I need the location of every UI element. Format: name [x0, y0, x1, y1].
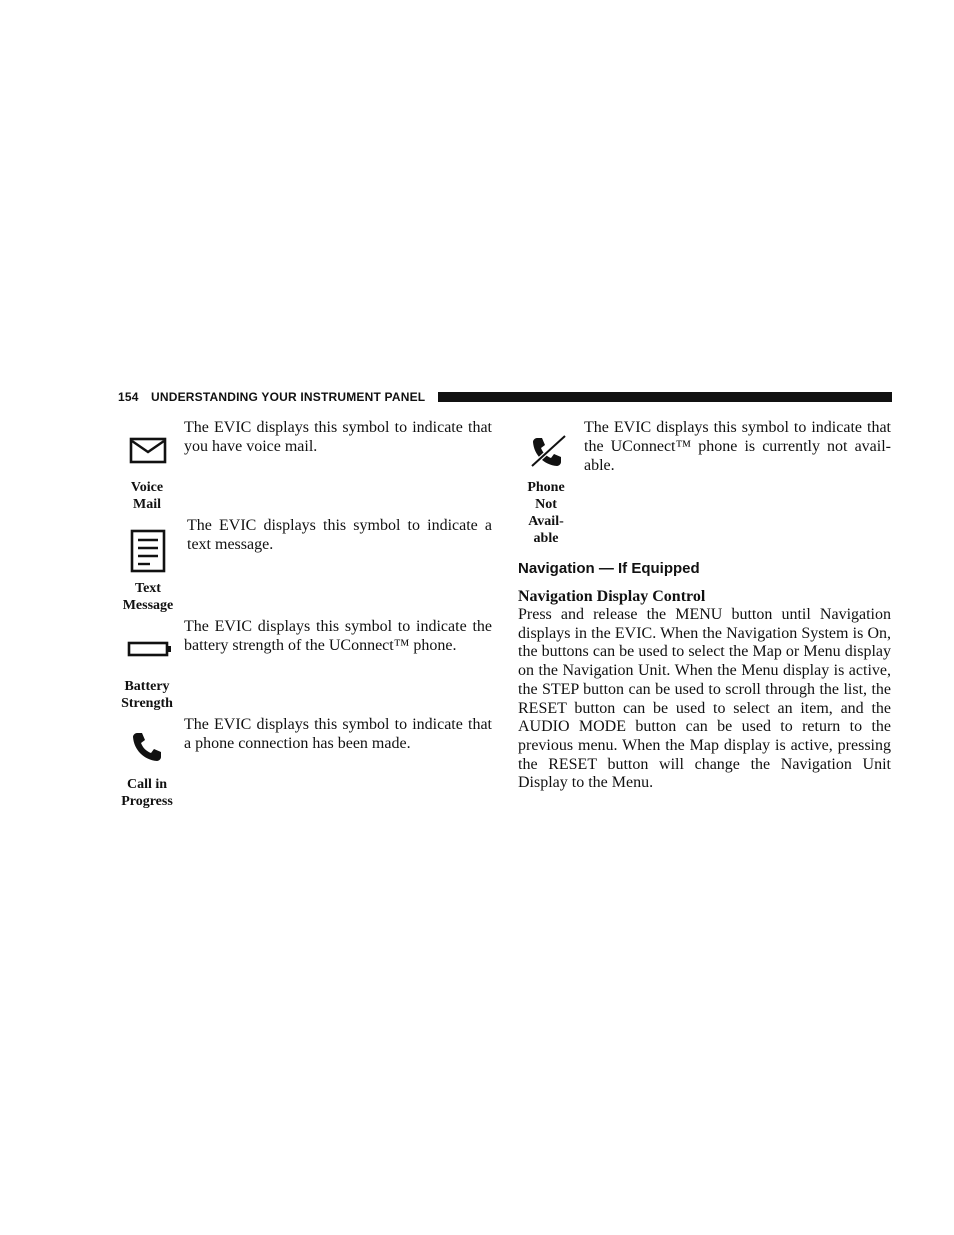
battery-icon — [127, 640, 173, 658]
envelope-icon — [129, 437, 167, 465]
body-paragraph: Press and release the MENU button until Navigation displays in the EVIC. When the Navigation System is On, the buttons can be used to select the Map or Menu display on the Navigation Unit. When the Menu display is active, the STEP button can be used to scroll through the list, the RESET button can be used to select an item, and the AUDIO MODE button can be used to return to the previous menu. When the Map display is active, pressing the RESET button will change the Navigation Unit Display to the Menu. — [518, 606, 891, 792]
symbol-description: The EVIC displays this symbol to indicate a text message. — [187, 517, 492, 553]
symbol-label: Text Message — [122, 581, 174, 613]
symbol-label: Voice Mail — [130, 480, 164, 512]
page-header — [118, 388, 892, 404]
symbol-label: Call in Progress — [121, 777, 173, 809]
symbol-label: Battery Strength — [121, 679, 173, 711]
symbol-description: The EVIC displays this symbol to indicate the battery strength of the UConnect™ phone. — [184, 618, 492, 654]
section-heading: Navigation — If Equipped — [518, 560, 700, 577]
phone-icon — [131, 731, 163, 763]
page-number: 154 — [118, 390, 139, 404]
phone-crossed-icon — [529, 434, 567, 468]
header-rule — [438, 392, 892, 402]
symbol-label: Phone Not Avail- able — [527, 480, 565, 546]
section-title: UNDERSTANDING YOUR INSTRUMENT PANEL — [151, 390, 426, 404]
subsection-heading: Navigation Display Control — [518, 588, 706, 605]
text-message-icon — [130, 529, 166, 573]
symbol-description: The EVIC displays this symbol to indicate that a phone connection has been made. — [184, 716, 492, 752]
symbol-description: The EVIC displays this symbol to indicate that the UConnect™ phone is currently not avail-able. — [584, 419, 891, 474]
symbol-description: The EVIC displays this symbol to indicate that you have voice mail. — [184, 419, 492, 455]
